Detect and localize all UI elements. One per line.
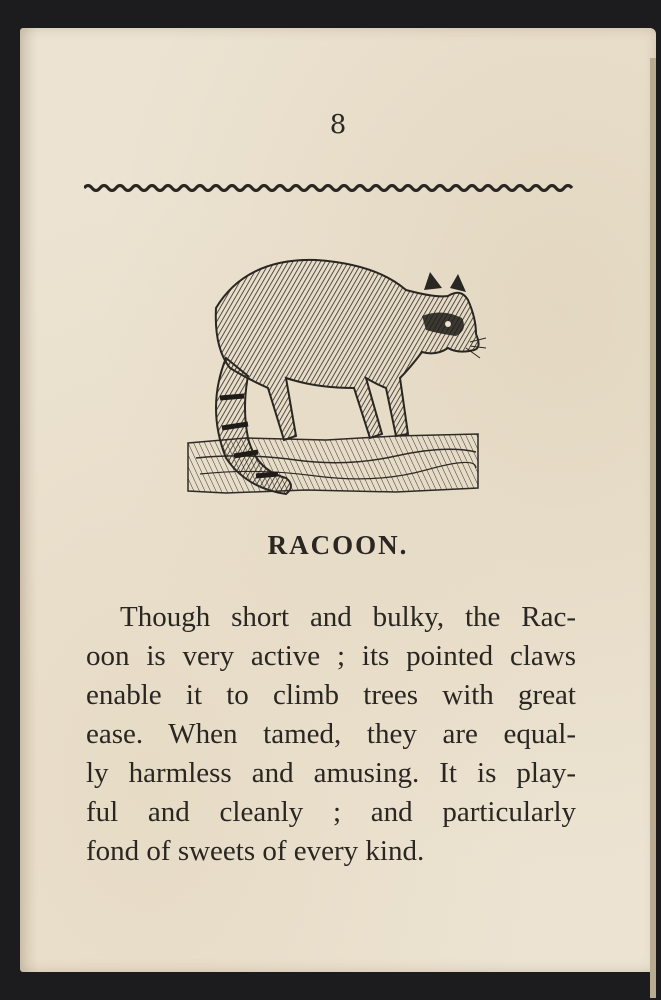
page-edge [650,58,656,998]
text-line: oon is very active ; its pointed claws [86,640,576,672]
text-line: fond of sweets of every kind. [86,835,425,867]
text-line: ful and cleanly ; and particularly [86,796,576,828]
wavy-rule [84,182,574,194]
text-line: ease. When tamed, they are equal- [86,718,576,750]
book-page [20,28,656,972]
text-line: Though short and bulky, the Rac- [120,601,576,633]
text-line: enable it to climb trees with great [86,679,576,711]
raccoon-illustration [186,238,486,508]
entry-title: RACOON. [267,530,409,560]
entry-text [86,598,576,871]
page-number: 8 [329,110,347,140]
text-line: ly harmless and amusing. It is play- [86,757,576,789]
